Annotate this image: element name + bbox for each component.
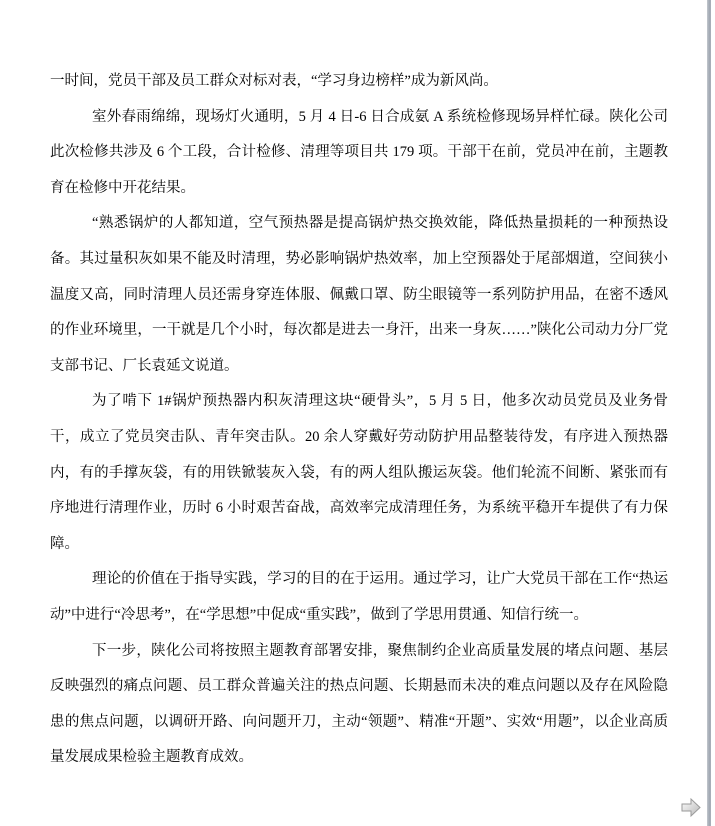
paragraph: 室外春雨绵绵，现场灯火通明，5 月 4 日-6 日合成氨 A 系统检修现场异样忙碌。陕化公司此次检修共涉及 6 个工段，合计检修、清理等项目共 179 项。干部干在前，党员冲在前，主题教育在检修中开花结果。 bbox=[50, 108, 668, 196]
next-page-arrow[interactable] bbox=[681, 798, 701, 818]
paragraph: 理论的价值在于指导实践，学习的目的在于运用。通过学习，让广大党员干部在工作“热运动”中进行“冷思考”，在“学思想”中促成“重实践”，做到了学思用贯通、知信行统一。 bbox=[50, 571, 668, 623]
paragraph: “熟悉锅炉的人都知道，空气预热器是提高锅炉热交换效能，降低热量损耗的一种预热设备。其过量积灰如果不能及时清理，势必影响锅炉热效率，加上空预器处于尾部烟道，空间狭小温度又高，同时清理人员还需身穿连体服、佩戴口罩、防尘眼镜等一系列防护用品，在密不透风的作业环境里，一干就是几个小时，每次都是进去一身汗，出来一身灰……”陕化公司动力分厂党支部书记、厂长袁延文说道。 bbox=[50, 215, 668, 374]
document-body bbox=[50, 64, 668, 776]
paragraph: 一时间，党员干部及员工群众对标对表，“学习身边榜样”成为新风尚。 bbox=[50, 73, 498, 89]
right-arrow-icon bbox=[681, 798, 701, 818]
paragraph: 为了啃下 1#锅炉预热器内积灰清理这块“硬骨头”，5 月 5 日，他多次动员党员及业务骨干，成立了党员突击队、青年突击队。20 余人穿戴好劳动防护用品整装待发，有序进入预热器内，有的手撑灰袋，有的用铁锨装灰入袋，有的两人组队搬运灰袋。他们轮流不间断、紧张而有序地进行清理作业，历时 6 小时艰苦奋战，高效率完成清理任务，为系统平稳开车提供了有力保障。 bbox=[50, 393, 668, 552]
right-page-edge bbox=[707, 0, 711, 826]
paragraph: 下一步，陕化公司将按照主题教育部署安排，聚焦制约企业高质量发展的堵点问题、基层反映强烈的痛点问题、员工群众普遍关注的热点问题、长期悬而未决的难点问题以及存在风险隐患的焦点问题，以调研开路、向问题开刀，主动“领题”、精准“开题”、实效“用题”，以企业高质量发展成果检验主题教育成效。 bbox=[50, 642, 668, 766]
